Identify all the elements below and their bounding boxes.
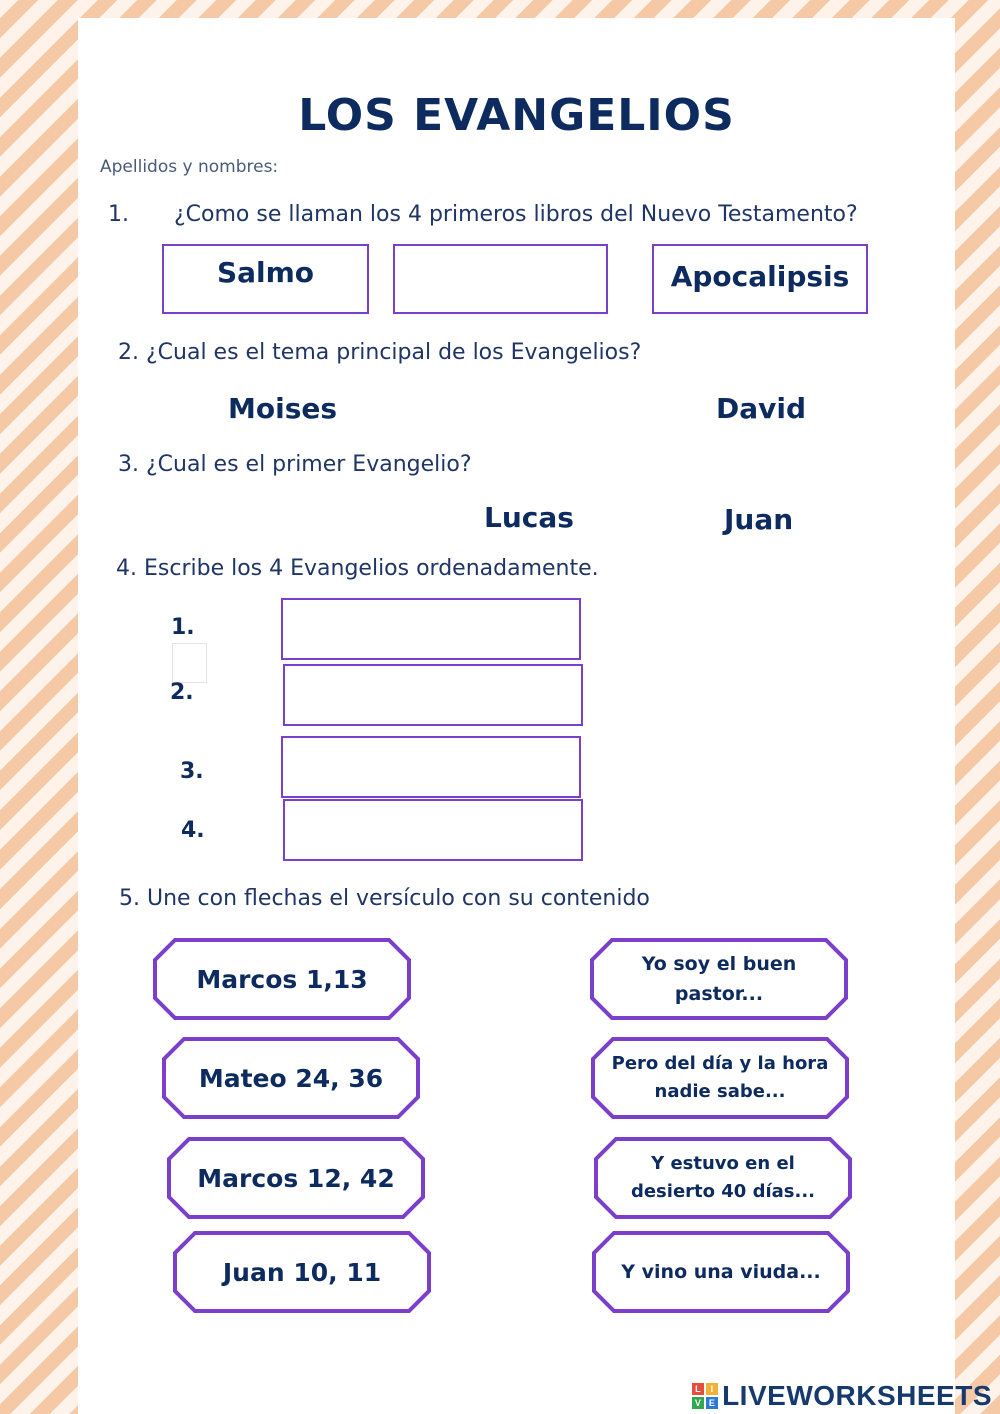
q3-text: 3. ¿Cual es el primer Evangelio? — [118, 452, 472, 477]
liveworksheets-brand: LIVEWORKSHEETS — [722, 1380, 992, 1411]
q5-text: 5. Une con flechas el versículo con su contenido — [119, 886, 650, 911]
verse-marcos-1-13[interactable] — [153, 938, 411, 1020]
q1-text: ¿Como se llaman los 4 primeros libros del Nuevo Testamento? — [174, 202, 858, 227]
q1-option-box-1 — [162, 244, 369, 314]
q4-answer-box-4[interactable] — [283, 799, 583, 861]
q4-text: 4. Escribe los 4 Evangelios ordenadamente. — [116, 556, 599, 581]
q4-answer-input-1[interactable] — [283, 600, 579, 658]
q3-option-juan[interactable]: Juan — [724, 503, 794, 536]
q4-label-3: 3. — [180, 759, 204, 784]
content-label: Pero del día y la hora nadie sabe... — [611, 1053, 829, 1102]
q3-option-lucas[interactable]: Lucas — [484, 501, 574, 534]
verse-label: Marcos 1,13 — [196, 964, 368, 994]
page-title: LOS EVANGELIOS — [298, 90, 735, 141]
content-nadie-sabe[interactable] — [591, 1037, 849, 1119]
q4-answer-box-3[interactable] — [281, 736, 581, 798]
content-buen-pastor[interactable] — [590, 938, 848, 1020]
q4-label-1: 1. — [171, 615, 195, 640]
q1-answer-input[interactable] — [395, 246, 606, 312]
content-desierto[interactable] — [594, 1137, 852, 1219]
q2-option-moises[interactable]: Moises — [228, 392, 338, 425]
logo-letter: E — [706, 1397, 718, 1409]
content-label: Y estuvo en el desierto 40 días... — [630, 1153, 816, 1202]
q1-option-3: Apocalipsis — [670, 260, 850, 293]
q4-label-2: 2. — [170, 680, 194, 705]
q2-option-david[interactable]: David — [716, 392, 807, 425]
q1-answer-box[interactable] — [393, 244, 608, 314]
worksheet-page — [78, 18, 955, 1414]
content-label: Y vino una viuda... — [621, 1261, 821, 1283]
verse-label: Juan 10, 11 — [222, 1257, 382, 1287]
content-viuda[interactable] — [592, 1231, 850, 1313]
q4-answer-input-3[interactable] — [283, 738, 579, 796]
q4-answer-box-1[interactable] — [281, 598, 581, 660]
verse-label: Mateo 24, 36 — [198, 1063, 384, 1093]
q4-small-checkbox[interactable] — [172, 643, 207, 683]
q2-text: 2. ¿Cual es el tema principal de los Evangelios? — [118, 340, 642, 365]
name-label: Apellidos y nombres: — [100, 157, 279, 177]
verse-marcos-12-42[interactable] — [167, 1137, 425, 1219]
q4-answer-box-2[interactable] — [283, 664, 583, 726]
logo-letter: L — [692, 1383, 704, 1395]
liveworksheets-logo-icon — [692, 1383, 718, 1409]
q1-option-1: Salmo — [216, 256, 315, 289]
verse-label: Marcos 12, 42 — [197, 1163, 395, 1193]
logo-letter: V — [692, 1397, 704, 1409]
content-label: Yo soy el buen pastor... — [641, 953, 797, 1005]
logo-letter: I — [706, 1383, 718, 1395]
q4-answer-input-2[interactable] — [285, 666, 581, 724]
q1-number: 1. — [108, 202, 129, 227]
q4-label-4: 4. — [181, 818, 205, 843]
q4-answer-input-4[interactable] — [285, 801, 581, 859]
verse-mateo-24-36[interactable] — [162, 1037, 420, 1119]
liveworksheets-footer — [692, 1380, 992, 1412]
q1-option-box-3 — [652, 244, 868, 314]
verse-juan-10-11[interactable] — [173, 1231, 431, 1313]
